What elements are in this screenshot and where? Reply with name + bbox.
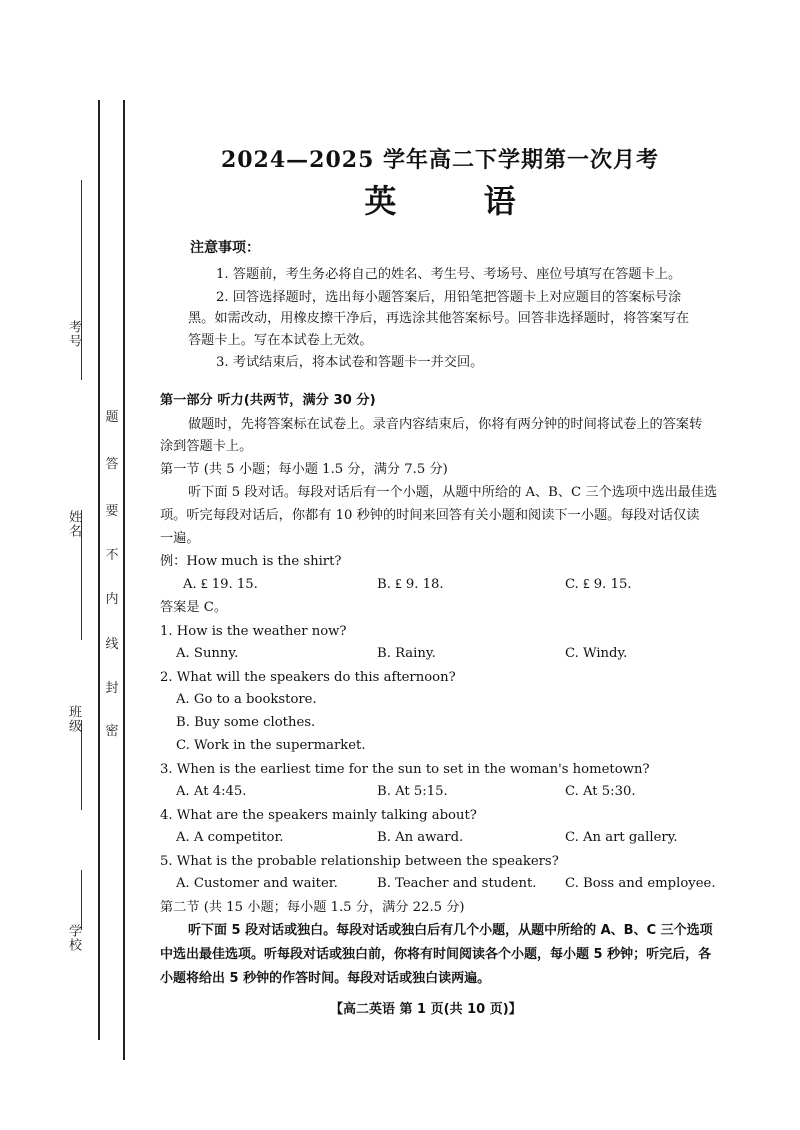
- seal-char: 要: [105, 504, 119, 519]
- exam-title: 2024—2025 学年高二下学期第一次月考: [220, 147, 660, 173]
- question-stem: 4. What are the speakers mainly talking about?: [160, 808, 477, 823]
- option-c: C. Windy.: [565, 646, 628, 661]
- example-answer: 答案是 C。: [160, 600, 228, 615]
- question-stem: 3. When is the earliest time for the sun to set in the woman's hometown?: [160, 762, 650, 777]
- seal-char: 密: [105, 724, 119, 739]
- margin-line-right: [123, 100, 125, 1060]
- section1-line: 一遍。: [160, 531, 200, 546]
- question-stem: 2. What will the speakers do this afternoon?: [160, 670, 456, 685]
- section2-line: 听下面 5 段对话或独白。每段对话或独白后有几个小题，从题中所给的 A、B、C 三个选项: [188, 923, 713, 938]
- part1-heading: 第一部分 听力(共两节，满分 30 分): [160, 393, 376, 408]
- example-option-a: A. ₤ 19. 15.: [183, 577, 258, 592]
- option-c: C. At 5:30.: [565, 784, 636, 799]
- seal-char: 题: [105, 410, 119, 425]
- section2-line: 中选出最佳选项。听每段对话或独白前，你将有时间阅读各个小题，每小题 5 秒钟；听完后，各: [160, 947, 712, 962]
- margin-line-left: [98, 100, 100, 1040]
- notice-line: 1. 答题前，考生务必将自己的姓名、考生号、考场号、座位号填写在答题卡上。: [216, 267, 682, 282]
- example-option-b: B. ₤ 9. 18.: [377, 577, 444, 592]
- option-b: B. An award.: [377, 830, 464, 845]
- section1-line: 项。听完每段对话后，你都有 10 秒钟的时间来回答有关小题和阅读下一小题。每段对话仅读: [160, 508, 700, 523]
- question-stem: 1. How is the weather now?: [160, 624, 347, 639]
- part1-intro-line: 涂到答题卡上。: [160, 439, 253, 454]
- option-b: B. Rainy.: [377, 646, 436, 661]
- option-a: A. At 4:45.: [176, 784, 247, 799]
- option-c: C. Work in the supermarket.: [176, 738, 366, 753]
- option-c: C. Boss and employee.: [565, 876, 716, 891]
- option-b: B. Teacher and student.: [377, 876, 537, 891]
- exam-no-label: 考号: [66, 320, 81, 348]
- option-b: B. At 5:15.: [377, 784, 448, 799]
- section2-line: 小题将给出 5 秒钟的作答时间。每段对话或独白读两遍。: [160, 971, 491, 986]
- school-fill-line: [81, 870, 82, 930]
- option-a: A. Customer and waiter.: [176, 876, 338, 891]
- seal-char: 不: [105, 548, 119, 563]
- class-label: 班级: [66, 705, 81, 733]
- option-a: A. Sunny.: [176, 646, 239, 661]
- subject-title: 英 语: [364, 182, 554, 220]
- name-label: 姓名: [66, 510, 81, 538]
- part1-intro-line: 做题时，先将答案标在试卷上。录音内容结束后，你将有两分钟的时间将试卷上的答案转: [188, 417, 703, 432]
- notice-line: 黑。如需改动，用橡皮擦干净后，再选涂其他答案标号。回答非选择题时，将答案写在: [188, 311, 690, 326]
- seal-char: 封: [105, 681, 119, 696]
- section1-line: 听下面 5 段对话。每段对话后有一个小题，从题中所给的 A、B、C 三个选项中选出最佳选: [188, 485, 718, 500]
- option-a: A. A competitor.: [176, 830, 284, 845]
- exam-no-fill-line: [81, 180, 82, 380]
- section2-heading: 第二节 (共 15 小题；每小题 1.5 分，满分 22.5 分): [160, 900, 465, 915]
- example-question: 例：How much is the shirt?: [160, 554, 342, 569]
- page-footer: 【高二英语 第 1 页(共 10 页)】: [330, 1002, 522, 1017]
- option-b: B. Buy some clothes.: [176, 715, 316, 730]
- seal-char: 线: [105, 637, 119, 652]
- notice-line: 3. 考试结束后，将本试卷和答题卡一并交回。: [216, 355, 484, 370]
- example-option-c: C. ₤ 9. 15.: [565, 577, 632, 592]
- notice-heading: 注意事项：: [190, 240, 260, 256]
- section1-heading: 第一节 (共 5 小题；每小题 1.5 分，满分 7.5 分): [160, 462, 448, 477]
- notice-line: 答题卡上。写在本试卷上无效。: [188, 333, 373, 348]
- option-c: C. An art gallery.: [565, 830, 678, 845]
- question-stem: 5. What is the probable relationship between the speakers?: [160, 854, 559, 869]
- seal-char: 内: [105, 592, 119, 607]
- notice-line: 2. 回答选择题时，选出每小题答案后，用铅笔把答题卡上对应题目的答案标号涂: [216, 290, 682, 305]
- school-label: 学校: [66, 924, 81, 952]
- option-a: A. Go to a bookstore.: [176, 692, 317, 707]
- seal-char: 答: [105, 457, 119, 472]
- class-fill-line: [81, 720, 82, 810]
